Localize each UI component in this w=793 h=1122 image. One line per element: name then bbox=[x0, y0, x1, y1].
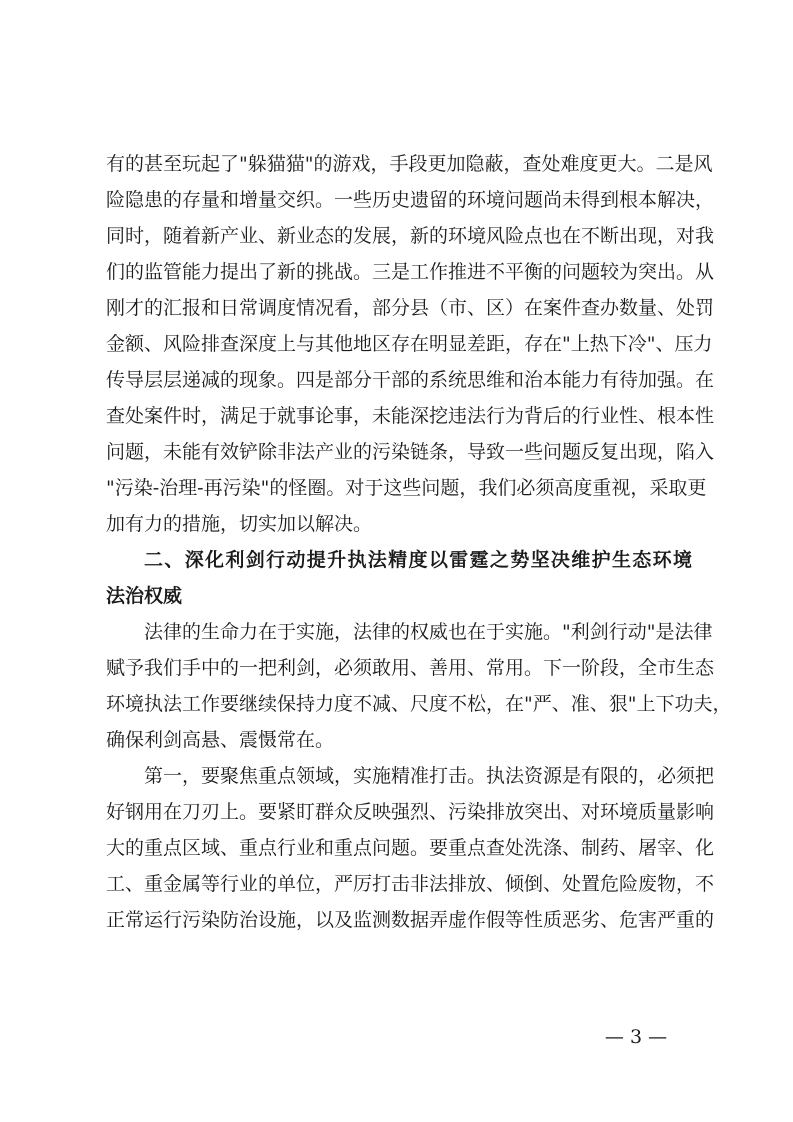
paragraph-line: 们的监管能力提出了新的挑战。三是工作推进不平衡的问题较为突出。从 bbox=[106, 261, 715, 283]
paragraph-line: "污染-治理-再污染"的怪圈。对于这些问题，我们必须高度重视，采取更 bbox=[106, 477, 707, 499]
paragraph-line: 险隐患的存量和增量交织。一些历史遗留的环境问题尚未得到根本解决， bbox=[106, 189, 715, 211]
body-text bbox=[106, 146, 732, 938]
paragraph-line: 工、重金属等行业的单位，严厉打击非法排放、倾倒、处置危险废物，不 bbox=[106, 873, 715, 895]
paragraph-line: 正常运行污染防治设施，以及监测数据弄虚作假等性质恶劣、危害严重的 bbox=[106, 909, 715, 931]
paragraph-line: 金额、风险排查深度上与其他地区存在明显差距，存在"上热下冷"、压力 bbox=[106, 333, 713, 355]
section-heading-continued: 法治权威 bbox=[106, 585, 183, 607]
paragraph-line: 大的重点区域、重点行业和重点问题。要重点查处洗涤、制药、屠宰、化 bbox=[106, 837, 715, 859]
paragraph-line: 加有力的措施，切实加以解决。 bbox=[106, 513, 373, 535]
paragraph-line: 传导层层递减的现象。四是部分干部的系统思维和治本能力有待加强。在 bbox=[106, 369, 715, 391]
paragraph-line: 法律的生命力在于实施，法律的权威也在于实施。"利剑行动"是法律 bbox=[144, 621, 713, 643]
paragraph-line: 确保利剑高悬、震慑常在。 bbox=[106, 729, 335, 751]
paragraph-line: 同时，随着新产业、新业态的发展，新的环境风险点也在不断出现，对我 bbox=[106, 225, 715, 247]
paragraph-line: 有的甚至玩起了"躲猫猫"的游戏，手段更加隐蔽，查处难度更大。二是风 bbox=[106, 153, 713, 175]
section-heading: 二、深化利剑行动提升执法精度以雷霆之势坚决维护生态环境 bbox=[144, 549, 692, 571]
paragraph-line: 环境执法工作要继续保持力度不减、尺度不松，在"严、准、狠"上下功夫， bbox=[106, 693, 732, 715]
paragraph-line: 赋予我们手中的一把利剑，必须敢用、善用、常用。下一阶段，全市生态 bbox=[106, 657, 715, 679]
paragraph-line: 查处案件时，满足于就事论事，未能深挖违法行为背后的行业性、根本性 bbox=[106, 405, 715, 427]
paragraph-line: 刚才的汇报和日常调度情况看，部分县（市、区）在案件查办数量、处罚 bbox=[106, 297, 715, 319]
paragraph-line: 问题，未能有效铲除非法产业的污染链条，导致一些问题反复出现，陷入 bbox=[106, 441, 715, 463]
page-number: — 3 — bbox=[604, 1026, 668, 1048]
paragraph-line: 第一，要聚焦重点领域，实施精准打击。执法资源是有限的，必须把 bbox=[144, 765, 715, 787]
paragraph-line: 好钢用在刀刃上。要紧盯群众反映强烈、污染排放突出、对环境质量影响 bbox=[106, 801, 715, 823]
